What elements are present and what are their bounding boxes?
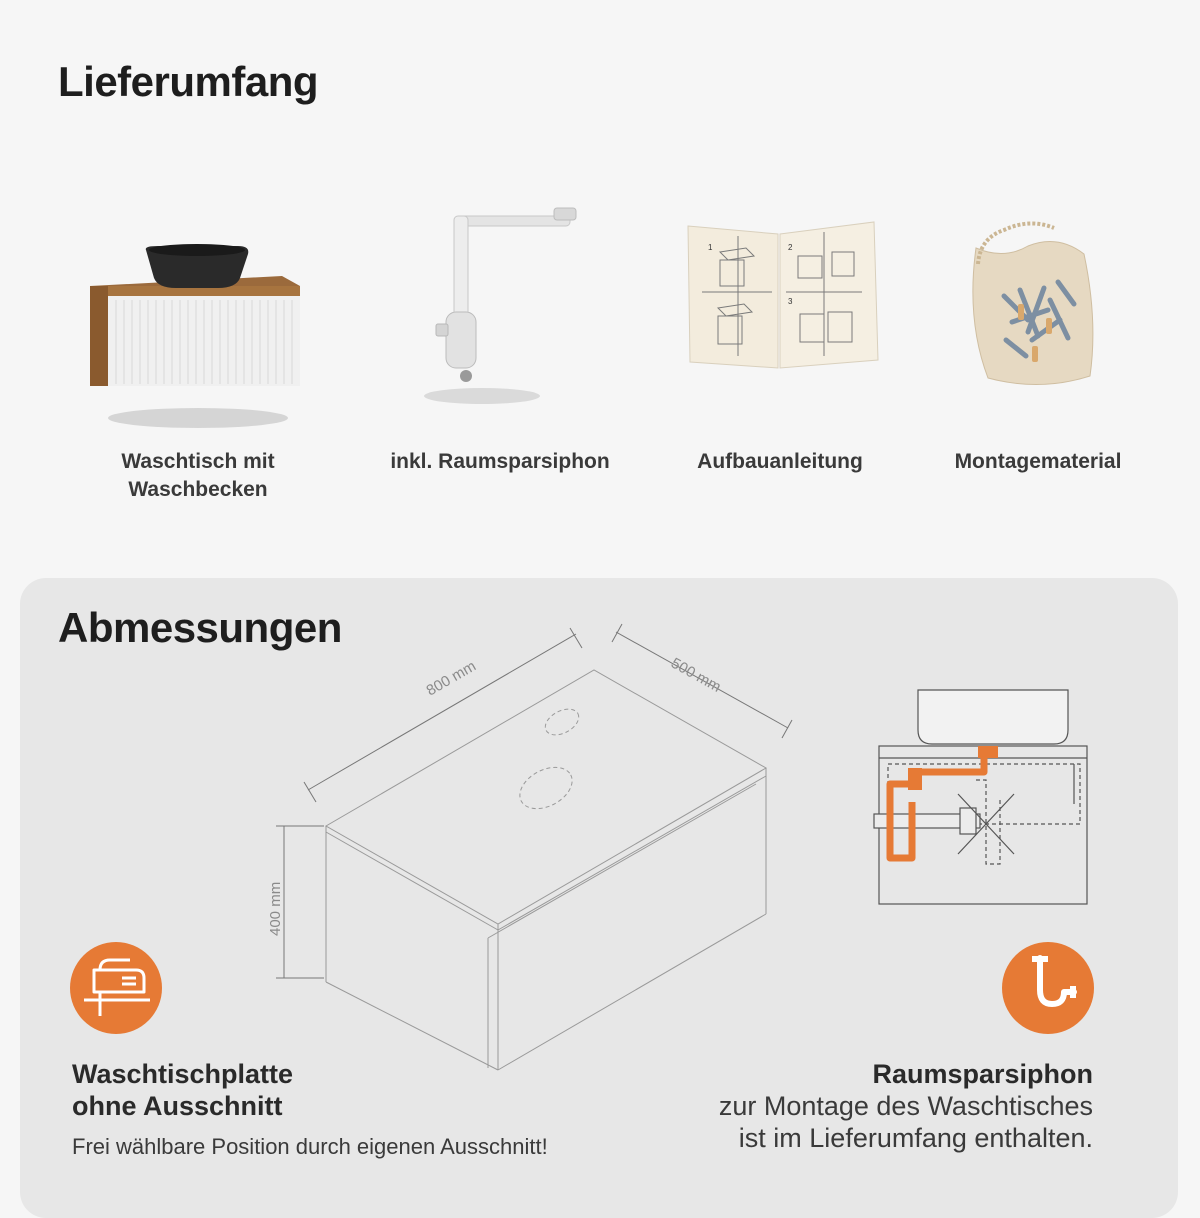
scope-item-vanity xyxy=(68,200,328,501)
scope-item-siphon xyxy=(370,200,630,473)
height-label: 400 mm xyxy=(267,881,284,936)
siphon-section-drawing xyxy=(868,684,1098,910)
vanity-cabinet-image xyxy=(68,200,328,440)
scope-item-manual xyxy=(650,200,910,473)
dimensions-title: Abmessungen xyxy=(58,604,342,651)
scope-item-label: Montagematerial xyxy=(954,450,1122,473)
feature-siphon-text-line2: ist im Lieferumfang enthalten. xyxy=(738,1123,1093,1153)
manual-step-1: 1 xyxy=(708,243,713,252)
depth-label: 500 mm xyxy=(668,654,724,696)
width-label: 800 mm xyxy=(423,657,479,700)
feature-countertop-title-line1: Waschtischplatte xyxy=(72,1059,294,1089)
manual-step-3: 3 xyxy=(788,297,793,306)
feature-countertop-text: Frei wählbare Position durch eigenen Ausschnitt! xyxy=(72,1134,548,1159)
scope-item-label: Aufbauanleitung xyxy=(697,450,863,473)
jigsaw-icon xyxy=(70,942,162,1034)
feature-siphon-text xyxy=(673,1090,1093,1154)
feature-countertop-title-line2: ohne Ausschnitt xyxy=(72,1091,283,1121)
feature-siphon-text-line1: zur Montage des Waschtisches xyxy=(718,1091,1093,1121)
feature-siphon-title: Raumsparsiphon xyxy=(872,1059,1093,1089)
siphon-image xyxy=(370,200,630,440)
manual-step-2: 2 xyxy=(788,243,793,252)
hardware-bag-image xyxy=(908,200,1168,440)
cabinet-dimension-drawing xyxy=(240,620,800,1080)
manual-image xyxy=(650,200,910,440)
scope-item-label: inkl. Raumsparsiphon xyxy=(390,450,610,473)
scope-item-label: Waschtisch mit Waschbecken xyxy=(121,450,275,501)
scope-item-hardware xyxy=(908,200,1168,473)
feature-countertop-title xyxy=(72,1058,432,1122)
scope-title: Lieferumfang xyxy=(58,58,319,105)
siphon-icon xyxy=(1002,942,1094,1034)
